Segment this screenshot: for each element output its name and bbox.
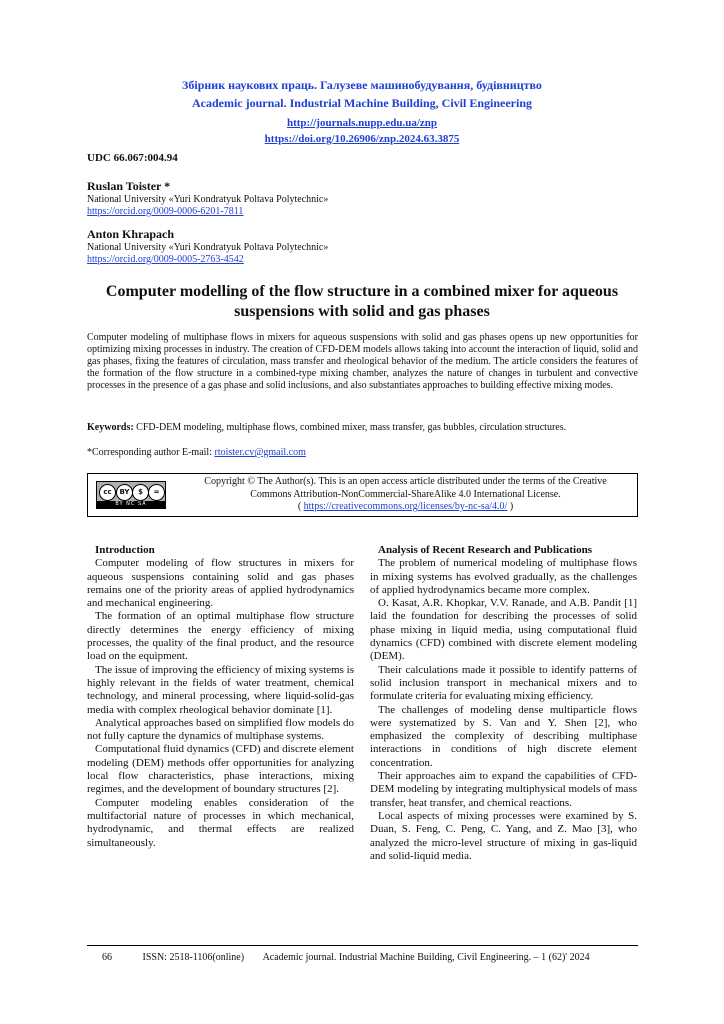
license-link[interactable]: https://creativecommons.org/licenses/by-nc-sa/4.0/	[303, 501, 508, 512]
paren-open: (	[297, 501, 304, 512]
corresponding-email-link[interactable]: rtoister.cv@gmail.com	[214, 447, 306, 458]
udc-code: UDC 66.067:004.94	[87, 152, 178, 164]
author-orcid-link[interactable]: https://orcid.org/0009-0005-2763-4542	[87, 254, 244, 265]
section-heading-analysis: Analysis of Recent Research and Publications	[378, 544, 592, 556]
license-box	[87, 473, 638, 517]
page-footer	[102, 952, 642, 963]
author-block-1	[87, 179, 328, 218]
author-affiliation: National University «Yuri Kondratyuk Poltava Polytechnic»	[87, 242, 329, 253]
author-name: Ruslan Toister *	[87, 179, 171, 193]
footer-issn: ISSN: 2518-1106(online)	[142, 952, 245, 963]
journal-title-ua: Збірник наукових праць. Галузеве машинобудування, будівництво	[182, 78, 542, 92]
paragraph: Computer modeling of flow structures in mixers for aqueous suspensions containing solid and gas phases remains one of the priority areas of applied hydrodynamics and mechanical engineering.	[87, 557, 354, 610]
page-number: 66	[102, 952, 112, 963]
license-line-1: Copyright © The Author(s). This is an open access article distributed under the terms of the Creative	[204, 476, 607, 487]
cc-license-badge-icon[interactable]	[96, 481, 166, 509]
license-link-row	[178, 501, 633, 514]
corresponding-author	[87, 447, 306, 458]
author-name: Anton Khrapach	[87, 227, 175, 241]
journal-title-en: Academic journal. Industrial Machine Building, Civil Engineering	[191, 96, 533, 110]
paragraph: O. Kasat, A.R. Khopkar, V.V. Ranade, and A.B. Pandit [1] laid the foundation for describing the processes of solid phase mixing in liquid media, using computational fluid dynamics (CFD) combined with discrete element modeling (DEM).	[370, 597, 637, 663]
paragraph: Computer modeling enables consideration of the multifactorial nature of processes in which mechanical, hydrodynamic, and thermal effects are realized simultaneously.	[87, 796, 354, 849]
cc-badge-strip: BY NC SA	[97, 501, 165, 508]
paragraph: Analytical approaches based on simplified flow models do not fully capture the dynamics of multiphase systems.	[87, 716, 354, 743]
keywords	[87, 422, 638, 434]
sa-icon: =	[148, 484, 165, 501]
paragraph: The formation of an optimal multiphase flow structure directly determines the energy efficiency of mixing processes, the quality of the final product, and the resource load on the equipment.	[87, 610, 354, 663]
keywords-text: CFD-DEM modeling, multiphase flows, combined mixer, mass transfer, gas bubbles, circulation structures.	[136, 422, 567, 433]
paragraph: The challenges of modeling dense multiparticle flows were systematized by S. Van and Y. Shen [2], who emphasized the complexity of describing multiphase interactions in conditions of high discrete element concentration.	[370, 703, 637, 769]
paper-title: Computer modelling of the flow structure in a combined mixer for aqueous suspensions with solid and gas phases	[105, 283, 619, 320]
paragraph: Their approaches aim to expand the capabilities of CFD-DEM modeling by integrating multiphysical models of mass transfer, heat transfer, and chemical reactions.	[370, 770, 637, 809]
paragraph: Their calculations made it possible to identify patterns of solid inclusion transport in mechanical mixers and to formulate criteria for evaluating mixing efficiency.	[370, 663, 637, 703]
right-column	[370, 544, 637, 863]
author-orcid-link[interactable]: https://orcid.org/0009-0006-6201-7811	[87, 206, 244, 217]
left-column	[87, 544, 354, 850]
keywords-label: Keywords:	[87, 422, 134, 433]
paragraph: Computational fluid dynamics (CFD) and discrete element modeling (DEM) methods offer opportunities for analyzing local flow characteristics, phase interactions, mixing regimes, and the development of boundary structures [2].	[87, 743, 354, 796]
cc-icon: cc	[99, 484, 116, 501]
footer-citation: Academic journal. Industrial Machine Building, Civil Engineering. – 1 (62)' 2024	[262, 952, 590, 963]
by-icon: BY	[116, 484, 133, 501]
corresponding-label: *Corresponding author E-mail:	[87, 447, 212, 458]
section-heading-introduction: Introduction	[95, 544, 155, 556]
nc-icon: $	[132, 484, 149, 501]
doi-row	[0, 129, 724, 147]
author-block-2	[87, 227, 328, 266]
paragraph: The problem of numerical modeling of multiphase flows in mixing systems has evolved gradually, as the challenges of applied hydrodynamics became more complex.	[370, 557, 637, 596]
journal-url-link[interactable]: http://journals.nupp.edu.ua/znp	[286, 117, 438, 129]
license-line-2: Commons Attribution-NonCommercial-ShareAlike 4.0 International License.	[250, 488, 561, 500]
abstract: Computer modeling of multiphase flows in mixers for aqueous suspensions with solid and gas phases opens up new opportunities for optimizing mixing processes in industry. The creation of CFD-DEM models allows taking into account the interaction of liquid, solid and gas phases, fixing the features of circulation, mass transfer and rheological behavior of the medium. The article considers the features of the formation of the flow structure in a combined-type mixing chamber, analyzes the nature of changes in turbulent and convective processes in the presence of a gas phase and solid inclusions, and also substantiates approaches to building effective mixing modes.	[87, 332, 638, 391]
paragraph: Local aspects of mixing processes were examined by S. Duan, S. Feng, C. Peng, C. Yang, and Z. Mao [3], who analyzed the micro-level structure of mixing in gas-liquid and solid-liquid media.	[370, 809, 637, 862]
doi-link[interactable]: https://doi.org/10.26906/znp.2024.63.3875	[264, 133, 460, 145]
license-text	[178, 476, 633, 514]
footer-divider	[87, 945, 638, 946]
paren-close: )	[507, 501, 514, 512]
author-affiliation: National University «Yuri Kondratyuk Poltava Polytechnic»	[87, 194, 329, 205]
paragraph: The issue of improving the efficiency of mixing systems is highly relevant in the fields of water treatment, chemical technology, and mineral processing, where liquid-solid-gas media with complex rheological behavior dominate [1].	[87, 663, 354, 716]
